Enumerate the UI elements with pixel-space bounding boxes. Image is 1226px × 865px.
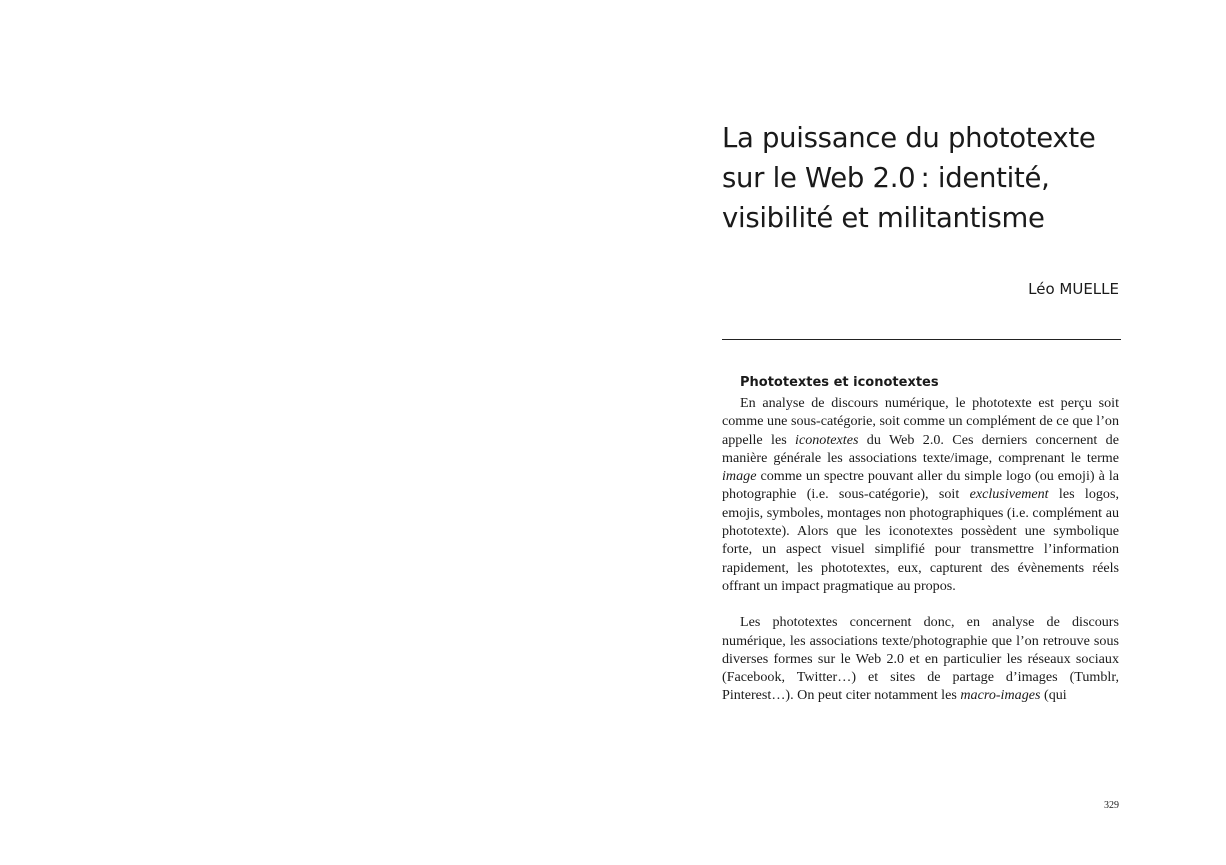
chapter-title-line: visibilité et militantisme (722, 202, 1045, 234)
article-body (722, 372, 1119, 705)
chapter-title (722, 118, 1142, 238)
title-divider (722, 339, 1121, 340)
italic-term: exclusivement (969, 486, 1049, 503)
author-name: Léo MUELLE (1028, 280, 1119, 298)
italic-term: iconotextes (795, 431, 859, 448)
section-heading: Phototextes et iconotextes (740, 375, 939, 390)
italic-term: macro-images (960, 687, 1041, 704)
chapter-title-line: sur le Web 2.0 : identité, (722, 162, 1050, 194)
right-page (613, 0, 1226, 865)
body-paragraph: En analyse de discours numérique, le phototexte est perçu soit comme une sous-catégorie, soit comme un complément de ce que l’on appelle les iconotextes du Web 2.0. Ces derniers concernent de manière générale les associations texte/image, comprenant le terme image comme un spectre pouvant aller du simple logo (ou emoji) à la photographie (i.e. sous-catégorie), soit exclusivement les logos, emojis, symboles, montages non photographiques (i.e. complément au phototexte). Alors que les iconotextes possèdent une symbolique forte, un aspect visuel simplifié pour transmettre l’information rapidement, les phototextes, eux, capturent des évènements réels offrant un impact pragmatique au propos. (722, 395, 1119, 594)
italic-term: image (722, 468, 757, 485)
page-number: 329 (1104, 800, 1119, 811)
body-paragraph: Les phototextes concernent donc, en analyse de discours numérique, les associations texte/photographie que l’on retrouve sous diverses formes sur le Web 2.0 et en particulier les réseaux sociaux (Facebook, Twitter…) et sites de partage d’images (Tumblr, Pinterest…). On peut citer notamment les macro-images (qui (722, 614, 1119, 704)
chapter-title-line: La puissance du phototexte (722, 122, 1096, 154)
